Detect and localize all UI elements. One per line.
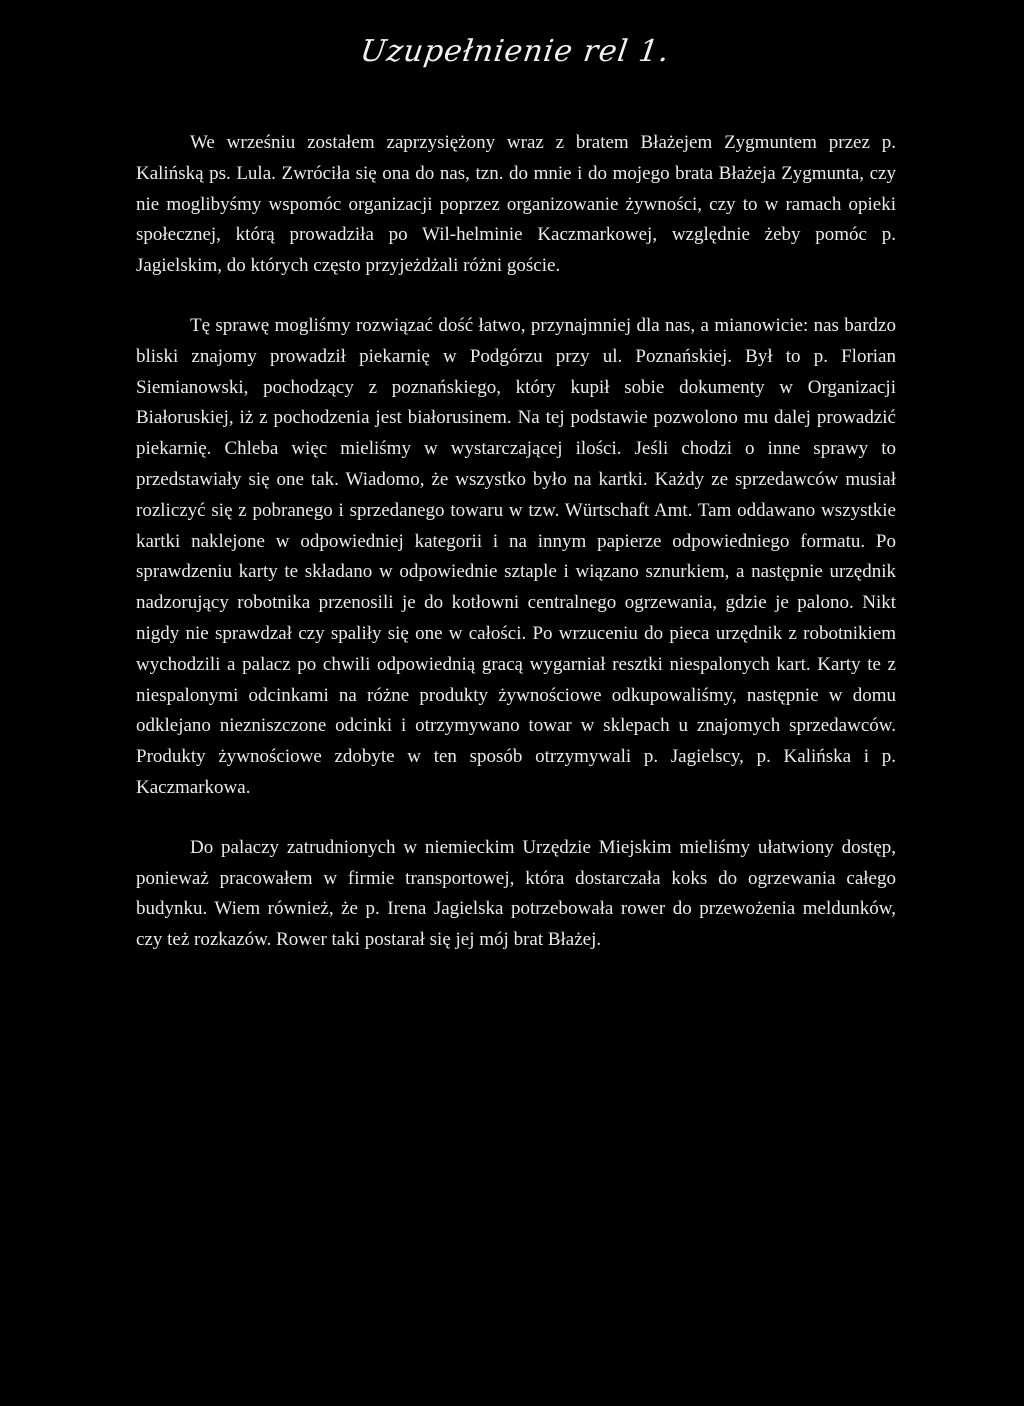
handwritten-header-note: Uzupełnienie rel 1. xyxy=(358,34,672,69)
paragraph-stokers-and-bicycle: Do palaczy zatrudnionych w niemieckim Urzędzie Miejskim mieliśmy ułatwiony dostęp, ponieważ pracowałem w firmie transportowej, która dostarczała koks do ogrzewania całego budynku. Wiem również, że p. Irena Jagielska potrzebowała rower do przewożenia meldunków, czy też rozkazów. Rower taki postarał się jej mój brat Błażej. xyxy=(136,836,896,951)
document-body xyxy=(136,128,896,956)
paragraph-bakery-and-ration-cards: Tę sprawę mogliśmy rozwiązać dość łatwo, przynajmniej dla nas, a mianowicie: nas bardzo bliski znajomy prowadził piekarnię w Podgórzu przy ul. Poznańskiej. Był to p. Florian Siemianowski, pochodzący z poznańskiego, który kupił sobie dokumenty w Organizacji Białoruskiej, iż z pochodzenia jest białorusinem. Na tej podstawie pozwolono mu dalej prowadzić piekarnię. Chleba więc mieliśmy w wystarczającej ilości. Jeśli chodzi o inne sprawy to przedstawiały się one tak. Wiadomo, że wszystko było na kartki. Każdy ze sprzedawców musiał rozliczyć się z pobranego i sprzedanego towaru w tzw. Würtschaft Amt. Tam oddawano wszystkie kartki naklejone w odpowiedniej kategorii i na innym papierze odpowiedniego formatu. Po sprawdzeniu karty te składano w odpowiednie sztaple i wiązano sznurkiem, a następnie urzędnik nadzorujący robotnika przenosili je do kotłowni centralnego ogrzewania, gdzie je palono. Nikt nigdy nie sprawdzał czy spaliły się one w całości. Po wrzuceniu do pieca urzędnik z robotnikiem wychodzili a palacz po chwili odpowiednią gracą wygarniał resztki niespalonych kart. Karty te z niespalonymi odcinkami na różne produkty żywnościowe odkupowaliśmy, następnie w domu odklejano niezniszczone odcinki i otrzymywano towar w sklepach u znajomych sprzedawców. Produkty żywnościowe zdobyte w ten sposób otrzymywali p. Jagielscy, p. Kalińska i p. Kaczmarkowa. xyxy=(136,314,896,798)
paragraph-oath: We wrześniu zostałem zaprzysiężony wraz z bratem Błażejem Zygmuntem przez p. Kalińską ps. Lula. Zwróciła się ona do nas, tzn. do mnie i do mojego brata Błażeja Zygmunta, czy nie moglibyśmy wspomóc organizacji poprzez organizowanie żywności, czy to w ramach opieki społecznej, którą prowadziła po Wil-helminie Kaczmarkowej, względnie żeby pomóc p. Jagielskim, do których często przyjeżdżali różni goście. xyxy=(136,132,896,277)
